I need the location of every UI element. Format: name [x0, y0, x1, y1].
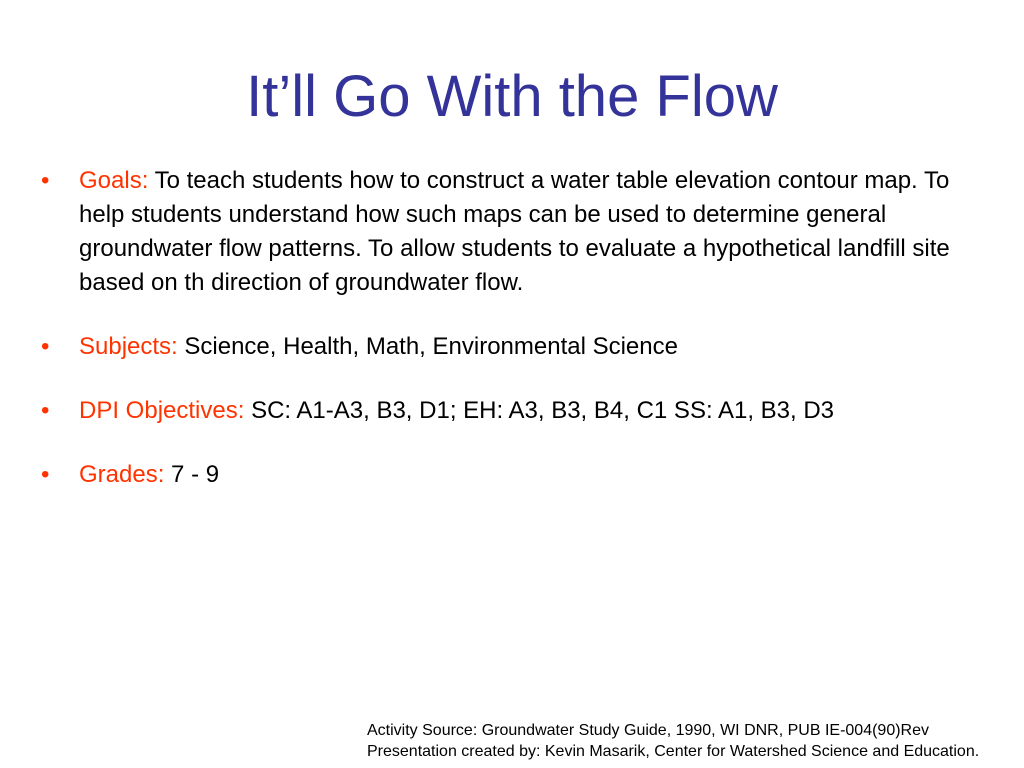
slide-title: It’ll Go With the Flow [246, 64, 778, 129]
bullet-label: Subjects: [79, 333, 185, 360]
bullet-label: DPI Objectives: [79, 397, 252, 424]
bullet-text: SC: A1-A3, B3, D1; EH: A3, B3, B4, C1 SS: A1, B3, D3 [251, 397, 835, 424]
bullet-text: 7 - 9 [171, 461, 220, 488]
bullet-icon: • [41, 397, 50, 424]
bullet-list [40, 164, 1000, 522]
bullet-icon: • [41, 167, 50, 194]
source-credits [367, 720, 1017, 762]
bullet-label: Grades: [79, 461, 172, 488]
bullet-subjects [40, 330, 1000, 364]
bullet-icon: • [41, 333, 50, 360]
activity-source: Activity Source: Groundwater Study Guide, 1990, WI DNR, PUB IE-004(90)Rev [367, 722, 930, 739]
bullet-text: To teach students how to construct a water table elevation contour map. To help students understand how such maps can be used to determine general groundwater flow patterns. To allow students to evaluate a hypothetical landfill site based on th direction of groundwater flow. [79, 167, 950, 296]
bullet-grades [40, 458, 1000, 492]
bullet-label: Goals: [79, 167, 155, 194]
bullet-dpi-objectives [40, 394, 1000, 428]
bullet-icon: • [41, 461, 50, 488]
bullet-text: Science, Health, Math, Environmental Science [184, 333, 678, 360]
bullet-goals [40, 164, 1000, 300]
presentation-credit: Presentation created by: Kevin Masarik, Center for Watershed Science and Education. [367, 743, 980, 760]
